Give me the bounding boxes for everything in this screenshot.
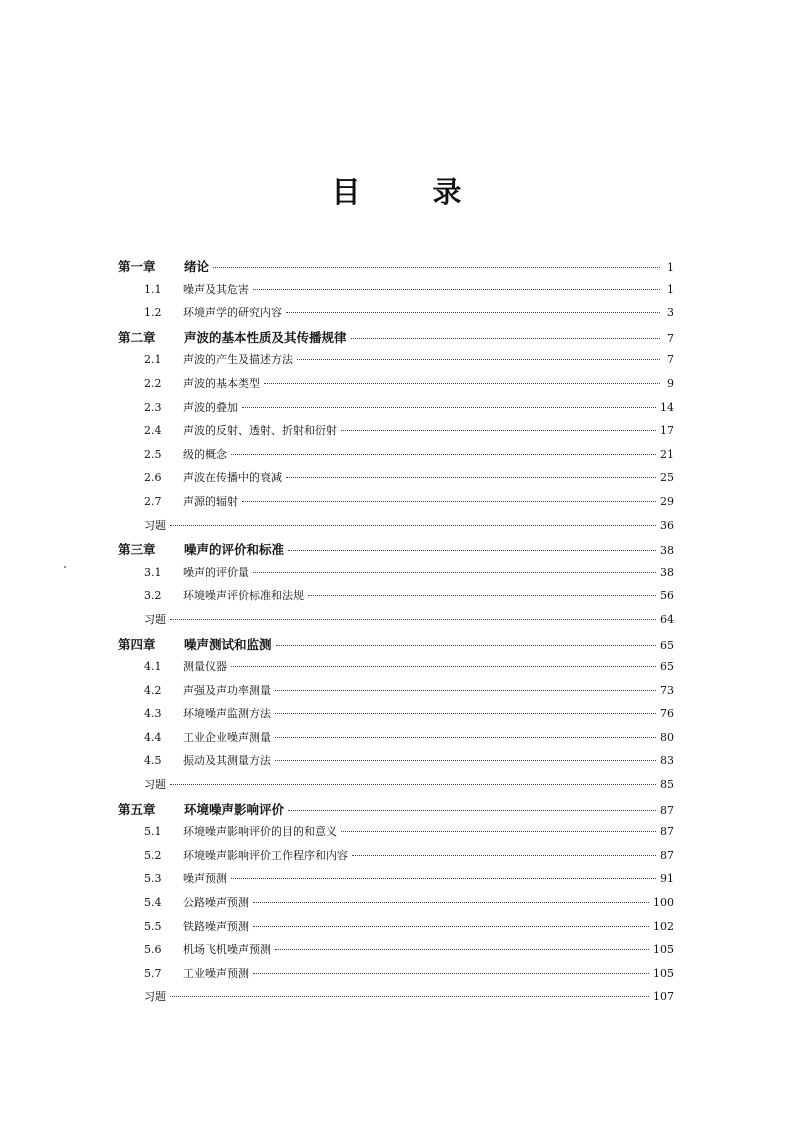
toc-page-number: 83 [660, 754, 674, 768]
toc-entry-title: 噪声的评价和标准 [184, 542, 285, 558]
toc-section-row [118, 469, 674, 493]
toc-page-number: 14 [660, 400, 674, 414]
toc-entry-title: 噪声及其危害 [183, 282, 249, 296]
dot-leader [231, 453, 656, 455]
toc-entry-number: 4.5 [144, 754, 162, 768]
toc-section-row [118, 682, 674, 706]
toc-entry-number: 3.2 [144, 589, 162, 603]
dot-leader [286, 311, 660, 313]
toc-entry-number: 5.4 [144, 896, 162, 910]
toc-section-row [118, 351, 674, 375]
toc-section-row [118, 918, 674, 942]
toc-page-number: 9 [667, 376, 674, 390]
toc-entry-title: 声源的辐射 [183, 494, 238, 508]
toc-entry-title: 声波的叠加 [183, 400, 238, 414]
toc-entry-number: 4.4 [144, 730, 162, 744]
toc-section-row [118, 847, 674, 871]
toc-entry-title: 噪声测试和监测 [184, 636, 272, 652]
toc-entry-title: 工业噪声预测 [183, 966, 249, 980]
toc-entry-number: 第三章 [118, 542, 156, 558]
toc-exercise-row [118, 988, 674, 1012]
table-of-contents [118, 257, 674, 1012]
toc-entry-title: 绪论 [184, 259, 210, 274]
toc-page-number: 64 [660, 612, 674, 626]
toc-entry-number: 4.1 [144, 660, 162, 674]
title-char-right: 录 [432, 175, 462, 209]
toc-entry-title: 机场飞机噪声预测 [183, 943, 271, 957]
toc-entry-title: 声波的产生及描述方法 [183, 353, 293, 367]
toc-entry-title: 公路噪声预测 [183, 896, 249, 910]
toc-entry-title: 测量仪器 [183, 660, 227, 674]
toc-entry-number: 2.7 [144, 494, 162, 508]
toc-page-number: 17 [660, 424, 674, 438]
toc-section-row [118, 422, 674, 446]
toc-entry-number: 2.1 [144, 353, 162, 367]
toc-entry-number: 5.6 [144, 943, 162, 957]
toc-page-number: 3 [667, 306, 674, 320]
toc-chapter-row [118, 257, 674, 281]
toc-entry-title: 环境噪声评价标准和法规 [183, 589, 304, 603]
toc-page-number: 105 [653, 966, 674, 980]
toc-section-row [118, 965, 674, 989]
toc-entry-number: 2.6 [144, 471, 162, 485]
toc-entry-title: 环境噪声影响评价的目的和意义 [183, 825, 337, 839]
toc-section-row [118, 375, 674, 399]
toc-section-row [118, 894, 674, 918]
toc-entry-title: 声波在传播中的衰减 [183, 471, 282, 485]
toc-entry-number: 第一章 [118, 259, 156, 274]
toc-entry-number: 第五章 [118, 801, 156, 817]
dot-leader [253, 288, 660, 290]
dot-leader [286, 476, 656, 478]
dot-leader [275, 759, 656, 761]
toc-chapter-row [118, 635, 674, 659]
page-title [0, 170, 793, 211]
toc-entry-title: 声波的基本性质及其传播规律 [184, 329, 347, 345]
toc-page-number: 56 [660, 589, 674, 603]
dot-leader [297, 358, 660, 360]
toc-page-number: 1 [667, 282, 674, 296]
dot-leader [352, 854, 656, 856]
toc-section-row [118, 281, 674, 305]
dot-leader [275, 948, 649, 950]
toc-section-row [118, 446, 674, 470]
dot-leader [275, 712, 656, 714]
scan-speck [64, 566, 66, 568]
toc-page-number: 100 [653, 896, 674, 910]
dot-leader [170, 995, 649, 997]
toc-entry-title: 习题 [144, 990, 166, 1004]
toc-entry-title: 声波的基本类型 [183, 376, 260, 390]
toc-section-row [118, 658, 674, 682]
toc-section-row [118, 823, 674, 847]
dot-leader [275, 689, 656, 691]
toc-section-row [118, 941, 674, 965]
dot-leader [242, 500, 656, 502]
toc-page-number: 36 [660, 518, 674, 532]
toc-page-number: 1 [667, 261, 674, 274]
toc-entry-number: 第二章 [118, 329, 156, 345]
dot-leader [231, 877, 656, 879]
toc-page-number: 65 [660, 660, 674, 674]
dot-leader [351, 337, 660, 339]
toc-entry-number: 2.2 [144, 376, 162, 390]
toc-exercise-row [118, 776, 674, 800]
toc-page-number: 87 [660, 825, 674, 839]
dot-leader [253, 925, 649, 927]
toc-entry-number: 4.2 [144, 683, 162, 697]
toc-page-number: 102 [653, 919, 674, 933]
dot-leader [288, 809, 656, 811]
toc-entry-title: 习题 [144, 518, 166, 532]
toc-page-number: 25 [660, 471, 674, 485]
dot-leader [276, 644, 656, 646]
toc-entry-number: 2.5 [144, 447, 162, 461]
toc-page-number: 38 [660, 544, 674, 558]
toc-page-number: 91 [660, 872, 674, 886]
toc-entry-number: 5.5 [144, 919, 162, 933]
dot-leader [253, 571, 656, 573]
toc-chapter-row [118, 800, 674, 824]
toc-entry-title: 工业企业噪声测量 [183, 730, 271, 744]
toc-page-number: 105 [653, 943, 674, 957]
dot-leader [242, 406, 656, 408]
toc-section-row [118, 705, 674, 729]
toc-section-row [118, 493, 674, 517]
toc-section-row [118, 870, 674, 894]
toc-section-row [118, 729, 674, 753]
toc-section-row [118, 304, 674, 328]
toc-page-number: 7 [667, 331, 674, 345]
toc-entry-title: 环境噪声影响评价 [184, 801, 285, 817]
title-char-left: 目 [331, 175, 361, 209]
toc-page-number: 87 [660, 803, 674, 817]
toc-section-row [118, 752, 674, 776]
toc-chapter-row [118, 328, 674, 352]
toc-entry-title: 习题 [144, 778, 166, 792]
toc-page-number: 73 [660, 683, 674, 697]
toc-section-row [118, 587, 674, 611]
toc-entry-number: 5.7 [144, 966, 162, 980]
dot-leader [170, 618, 656, 620]
toc-entry-number: 5.1 [144, 825, 162, 839]
toc-entry-title: 铁路噪声预测 [183, 919, 249, 933]
toc-entry-title: 声强及声功率测量 [183, 683, 271, 697]
dot-leader [308, 594, 656, 596]
dot-leader [341, 830, 656, 832]
toc-page-number: 76 [660, 707, 674, 721]
dot-leader [275, 736, 656, 738]
dot-leader [264, 382, 660, 384]
toc-entry-number: 5.2 [144, 848, 162, 862]
toc-page-number: 87 [660, 848, 674, 862]
toc-page-number: 21 [660, 447, 674, 461]
toc-section-row [118, 399, 674, 423]
toc-page-number: 38 [660, 565, 674, 579]
dot-leader [231, 665, 656, 667]
toc-entry-number: 第四章 [118, 636, 156, 652]
toc-entry-title: 噪声的评价量 [183, 565, 249, 579]
toc-entry-number: 1.2 [144, 306, 162, 320]
toc-entry-number: 2.4 [144, 424, 162, 438]
toc-page-number: 29 [660, 494, 674, 508]
toc-entry-title: 噪声预测 [183, 872, 227, 886]
toc-page-number: 80 [660, 730, 674, 744]
toc-page-number: 7 [667, 353, 674, 367]
toc-entry-number: 5.3 [144, 872, 162, 886]
toc-section-row [118, 564, 674, 588]
toc-exercise-row [118, 517, 674, 541]
toc-page-number: 107 [653, 990, 674, 1004]
toc-entry-title: 级的概念 [183, 447, 227, 461]
toc-entry-number: 3.1 [144, 565, 162, 579]
toc-entry-number: 1.1 [144, 282, 162, 296]
toc-entry-title: 声波的反射、透射、折射和衍射 [183, 424, 337, 438]
dot-leader [170, 524, 656, 526]
toc-entry-number: 2.3 [144, 400, 162, 414]
toc-page-number: 85 [660, 778, 674, 792]
toc-entry-title: 环境噪声影响评价工作程序和内容 [183, 848, 348, 862]
toc-exercise-row [118, 611, 674, 635]
toc-entry-title: 环境声学的研究内容 [183, 306, 282, 320]
toc-chapter-row [118, 540, 674, 564]
toc-entry-title: 振动及其测量方法 [183, 754, 271, 768]
toc-entry-number: 4.3 [144, 707, 162, 721]
dot-leader [253, 901, 649, 903]
dot-leader [288, 549, 656, 551]
toc-page-number: 65 [660, 638, 674, 652]
dot-leader [341, 429, 656, 431]
toc-entry-title: 习题 [144, 612, 166, 626]
dot-leader [170, 783, 656, 785]
dot-leader [253, 972, 649, 974]
toc-entry-title: 环境噪声监测方法 [183, 707, 271, 721]
dot-leader [213, 266, 660, 268]
